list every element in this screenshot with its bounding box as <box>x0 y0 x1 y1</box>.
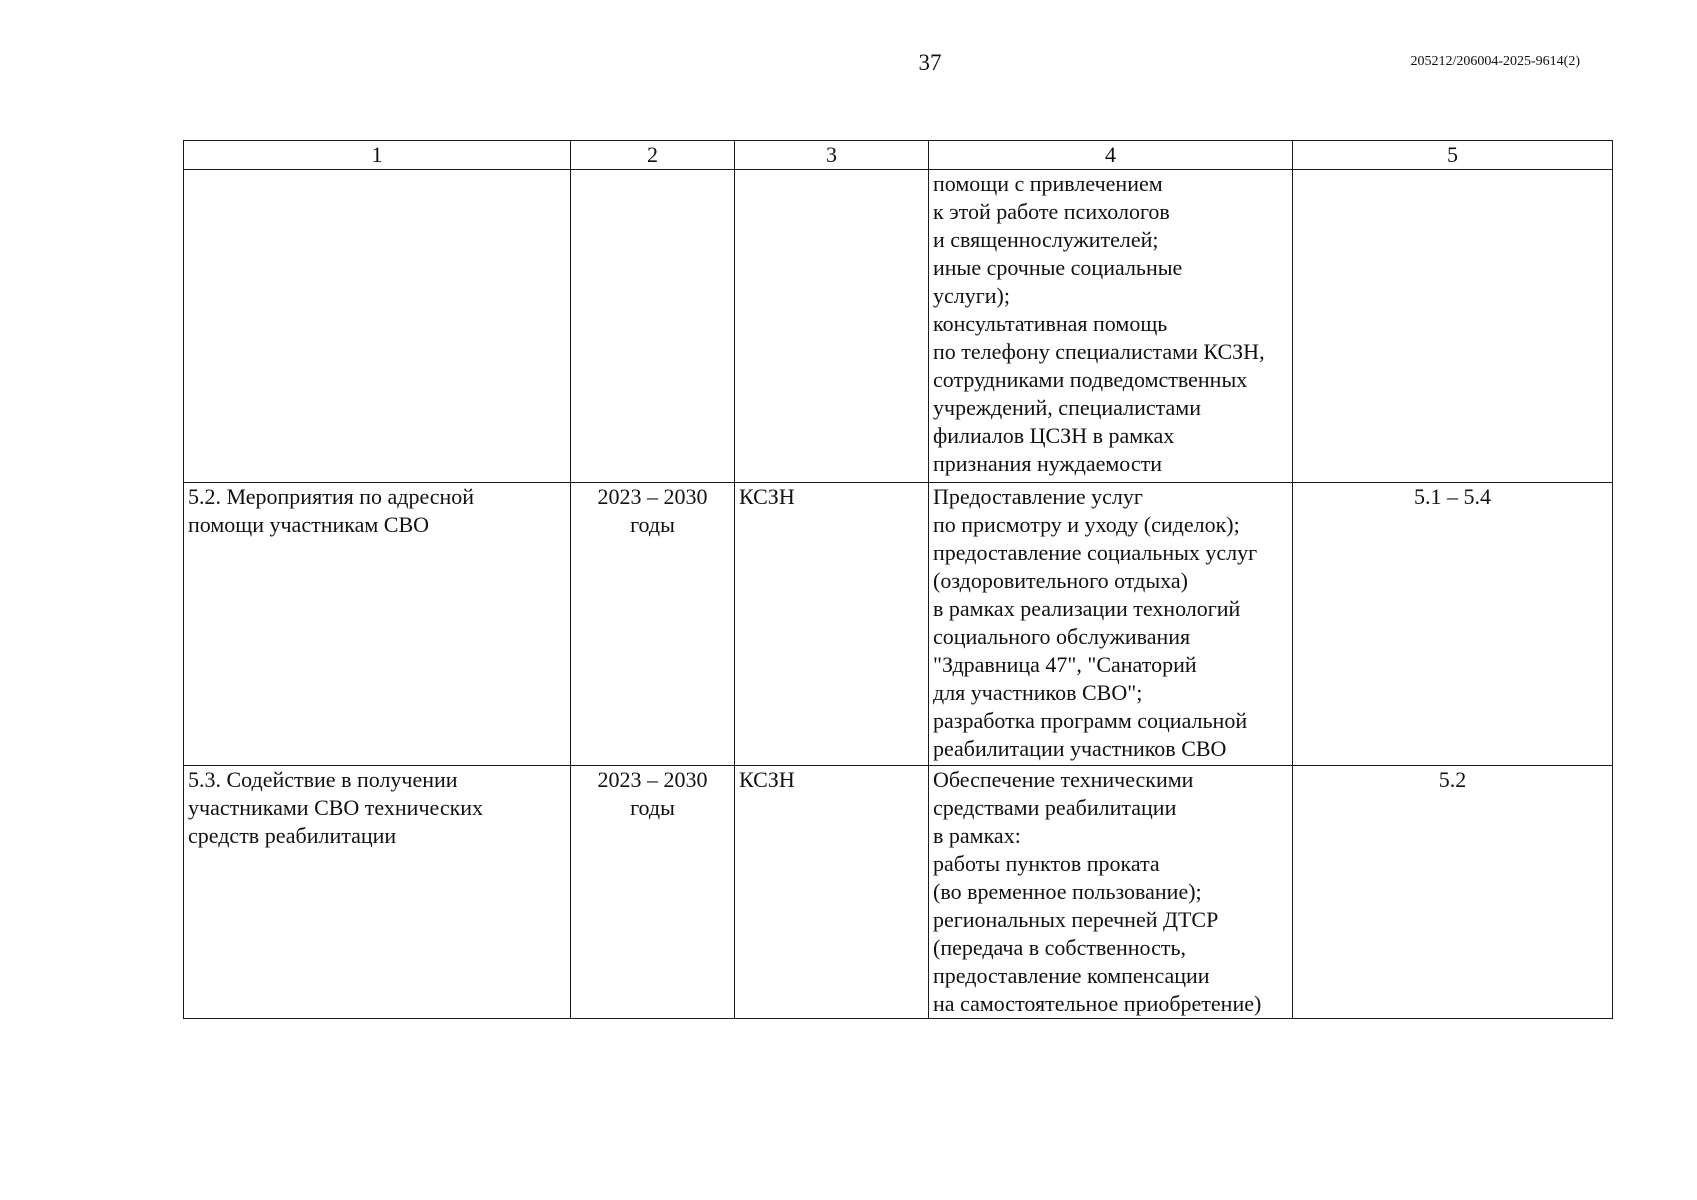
results-line: филиалов ЦСЗН в рамках <box>933 423 1175 448</box>
results-line: на самостоятельное приобретение) <box>933 991 1262 1016</box>
table-row-5-3 <box>184 766 1613 1019</box>
column-header-1: 1 <box>184 141 571 170</box>
results-line: по присмотру и уходу (сиделок); <box>933 512 1240 537</box>
results-line: (во временное пользование); <box>933 879 1202 904</box>
column-header-5: 5 <box>1293 141 1613 170</box>
results-line: предоставление социальных услуг <box>933 540 1258 565</box>
results-line: признания нуждаемости <box>933 451 1162 476</box>
results-line: сотрудниками подведомственных <box>933 367 1248 392</box>
results-line: и священнослужителей; <box>933 227 1159 252</box>
results-line: иные срочные социальные <box>933 255 1183 280</box>
measure-line: участниками СВО технических <box>188 795 484 820</box>
executor-cell: КСЗН <box>735 766 929 1019</box>
results-line: "Здравница 47", "Санаторий <box>933 652 1197 677</box>
executor-cell <box>735 170 929 483</box>
measure-line: 5.3. Содействие в получении <box>188 767 458 792</box>
period-line: 2023 – 2030 <box>597 484 708 509</box>
document-id: 205212/206004-2025-9614(2) <box>1410 54 1580 69</box>
results-line: учреждений, специалистами <box>933 395 1201 420</box>
results-line: региональных перечней ДТСР <box>933 907 1219 932</box>
results-line: разработка программ социальной <box>933 708 1248 733</box>
results-line: в рамках реализации технологий <box>933 596 1241 621</box>
measure-line: 5.2. Мероприятия по адресной <box>188 484 475 509</box>
period-cell <box>571 483 735 766</box>
period-line: годы <box>630 795 675 820</box>
measures-table <box>183 140 1613 1019</box>
results-line: в рамках: <box>933 823 1021 848</box>
measure-cell <box>184 766 571 1019</box>
results-cell <box>929 766 1293 1019</box>
results-line: работы пунктов проката <box>933 851 1160 876</box>
results-line: по телефону специалистами КСЗН, <box>933 339 1265 364</box>
table-row-continuation <box>184 170 1613 483</box>
period-cell <box>571 766 735 1019</box>
column-header-4: 4 <box>929 141 1293 170</box>
measure-line: средств реабилитации <box>188 823 397 848</box>
table-header-row <box>184 141 1613 170</box>
table-row-5-2 <box>184 483 1613 766</box>
results-line: средствами реабилитации <box>933 795 1177 820</box>
executor-cell: КСЗН <box>735 483 929 766</box>
results-line: Обеспечение техническими <box>933 767 1194 792</box>
results-line: Предоставление услуг <box>933 484 1143 509</box>
indicators-cell: 5.1 – 5.4 <box>1293 483 1613 766</box>
results-line: услуги); <box>933 283 1010 308</box>
measure-cell <box>184 483 571 766</box>
results-line: для участников СВО"; <box>933 680 1143 705</box>
results-line: консультативная помощь <box>933 311 1168 336</box>
results-line: помощи с привлечением <box>933 171 1163 196</box>
page-number: 37 <box>918 50 942 75</box>
measure-cell <box>184 170 571 483</box>
column-header-2: 2 <box>571 141 735 170</box>
period-line: годы <box>630 512 675 537</box>
results-line: (оздоровительного отдыха) <box>933 568 1188 593</box>
period-cell <box>571 170 735 483</box>
results-line: реабилитации участников СВО <box>933 736 1227 761</box>
results-cell <box>929 170 1293 483</box>
results-line: к этой работе психологов <box>933 199 1170 224</box>
results-line: социального обслуживания <box>933 624 1191 649</box>
measure-line: помощи участникам СВО <box>188 512 430 537</box>
period-line: 2023 – 2030 <box>597 767 708 792</box>
column-header-3: 3 <box>735 141 929 170</box>
indicators-cell <box>1293 170 1613 483</box>
results-line: (передача в собственность, <box>933 935 1186 960</box>
results-line: предоставление компенсации <box>933 963 1210 988</box>
indicators-cell: 5.2 <box>1293 766 1613 1019</box>
results-cell <box>929 483 1293 766</box>
